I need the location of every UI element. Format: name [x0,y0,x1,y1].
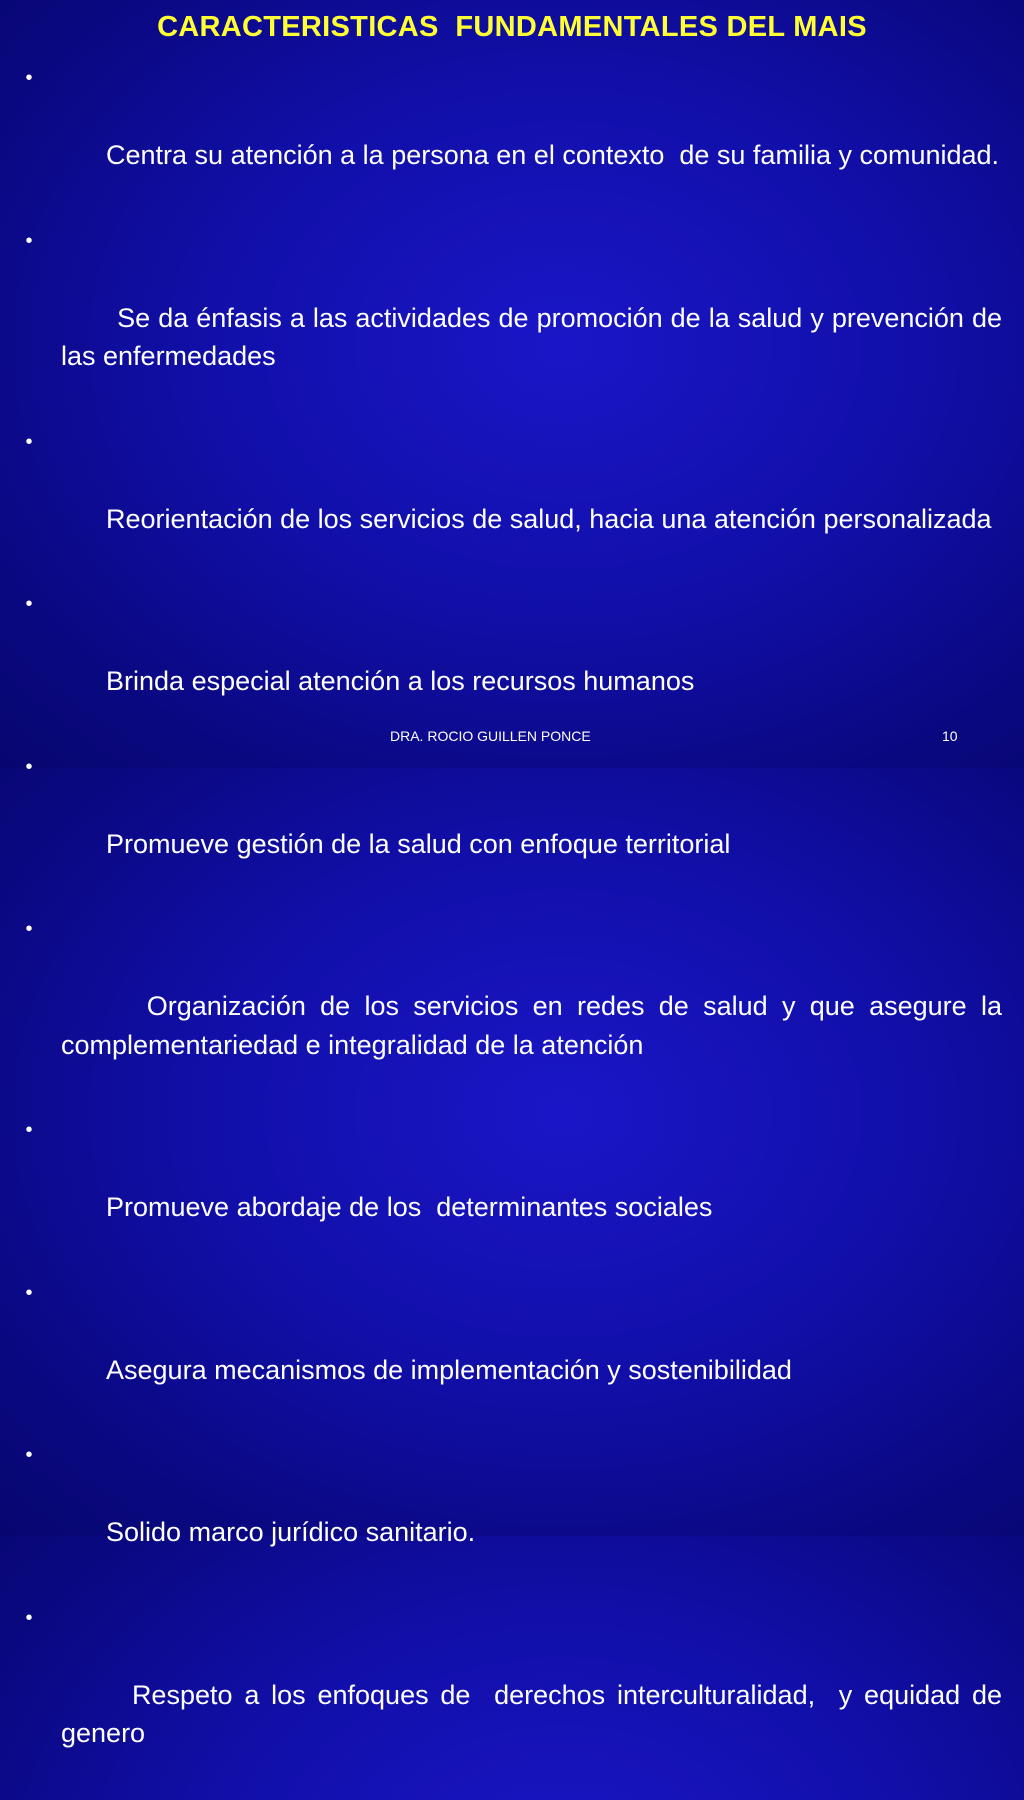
bullet-dot-icon: • [25,593,33,615]
bullet-item [20,1599,1010,1792]
bullet-dot-icon: • [25,1119,33,1141]
bullet-text: Se da énfasis a las actividades de promoción de la salud y prevención de las enfermedades [61,302,1010,371]
bullet-dot-icon: • [25,430,33,453]
bullet-dot-icon: • [25,229,33,252]
bullet-dot-icon: • [25,918,33,940]
footer-author: DRA. ROCIO GUILLEN PONCE [390,728,591,744]
bullet-text: Solido marco jurídico sanitario. [106,1517,476,1547]
bullet-item [20,423,1002,577]
bullet-item [20,585,1002,739]
bullet-dot-icon: • [25,67,33,89]
bullet-item [20,222,1010,415]
bullet-text: Promueve gestión de la salud con enfoque territorial [106,828,731,859]
slide-title: CARACTERISTICAS FUNDAMENTALES DEL MAIS [157,11,867,43]
bullet-text: Asegura mecanismos de implementación y sostenibilidad [106,1354,792,1385]
bullet-text: Reorientación de los servicios de salud, hacia una atención personalizada [106,503,992,534]
bullet-text: Brinda especial atención a los recursos humanos [106,666,695,696]
bullet-text: Respeto a los enfoques de derechos interculturalidad, y equidad de genero [61,1679,1010,1748]
bullet-dot-icon: • [25,1606,33,1629]
bullet-item [20,748,1002,902]
bullet-item [20,910,1010,1103]
bullet-dot-icon: • [25,1444,33,1466]
bullet-item [20,1436,1002,1590]
bullet-item [20,1274,1002,1428]
bullet-text: Promueve abordaje de los determinantes sociales [106,1192,713,1222]
bullet-item [20,1111,1002,1265]
bullet-dot-icon: • [25,755,33,778]
bullet-text: Centra su atención a la persona en el contexto de su familia y comunidad. [106,140,1000,170]
bullet-dot-icon: • [25,1281,33,1304]
bullet-text: Organización de los servicios en redes de salud y que asegure la complementariedad e integralidad de la atención [61,991,1010,1060]
bullet-list [20,59,1010,1800]
page-number: 10 [942,728,958,744]
bullet-item [20,59,1002,213]
